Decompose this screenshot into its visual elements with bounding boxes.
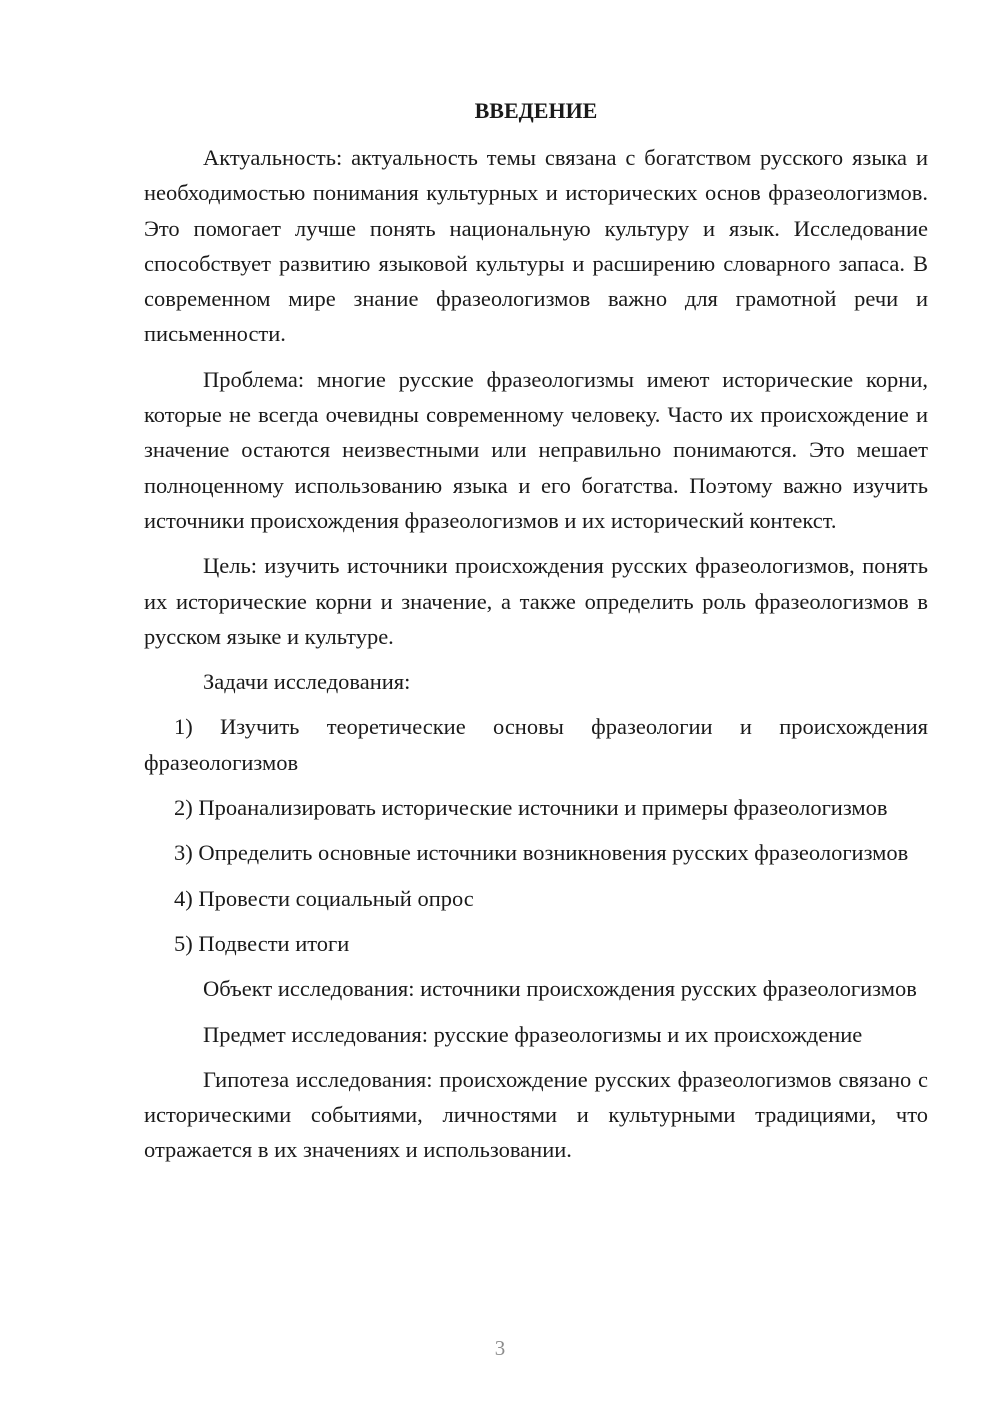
task-item-2: 2) Проанализировать исторические источники и примеры фразеологизмов: [174, 795, 888, 821]
task-item-5: 5) Подвести итоги: [174, 930, 350, 956]
task-item-4: 4) Провести социальный опрос: [174, 885, 474, 911]
tasks-heading: Задачи исследования:: [203, 669, 411, 695]
hypothesis-paragraph: Гипотеза исследования: происхождение русских фразеологизмов связано с историческими событиями, личностями и культурными традициями, что отражается в их значениях и использовании.: [144, 1066, 928, 1163]
page-number: 3: [494, 1336, 506, 1360]
document-page: [144, 94, 928, 1178]
page-title: ВВЕДЕНИЕ: [474, 98, 598, 123]
relevance-paragraph: Актуальность: актуальность темы связана с богатством русского языка и необходимостью понимания культурных и исторических основ фразеологизмов. Это помогает лучше понять национальную культуру и язык. Исследование способствует развитию языковой культуры и расширению словарного запаса. В современном мире знание фразеологизмов важно для грамотной речи и письменности.: [144, 145, 928, 347]
task-item-1: 1) Изучить теоретические основы фразеологии и происхождения фразеологизмов: [144, 714, 928, 775]
tasks-list: [144, 709, 928, 961]
task-item-3: 3) Определить основные источники возникновения русских фразеологизмов: [174, 840, 909, 866]
subject-paragraph: Предмет исследования: русские фразеологизмы и их происхождение: [203, 1021, 863, 1047]
problem-paragraph: Проблема: многие русские фразеологизмы имеют исторические корни, которые не всегда очевидны современному человеку. Часто их происхождение и значение остаются неизвестными или неправильно понимаются. Это мешает полноценному использованию языка и его богатства. Поэтому важно изучить источники происхождения фразеологизмов и их исторический контекст.: [144, 366, 928, 533]
goal-paragraph: Цель: изучить источники происхождения русских фразеологизмов, понять их исторические корни и значение, а также определить роль фразеологизмов в русском языке и культуре.: [144, 553, 928, 649]
object-paragraph: Объект исследования: источники происхождения русских фразеологизмов: [203, 976, 917, 1002]
